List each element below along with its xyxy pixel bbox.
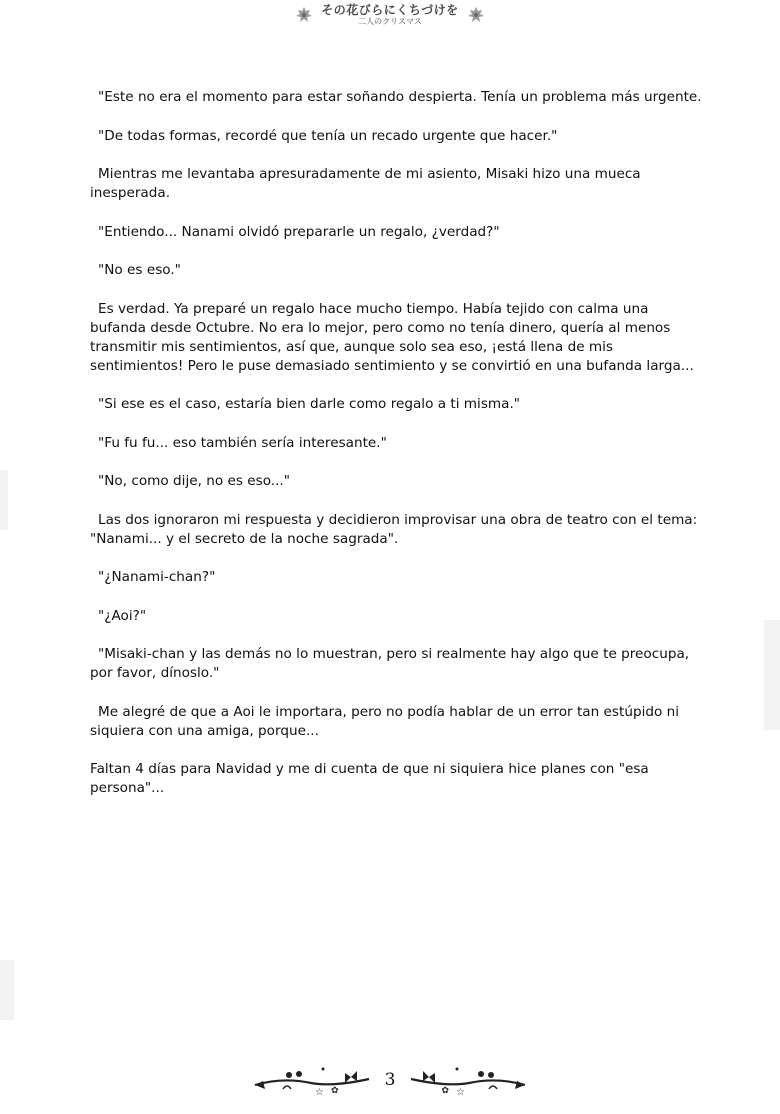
ribbon-ornament-icon [253,1063,371,1097]
paragraph: "No es eso." [98,262,181,278]
paragraph: Las dos ignoraron mi respuesta y decidieron improvisar una obra de teatro con el tema: "Nanami... y el secreto de la noche sagrada". [90,511,698,547]
bell-icon [465,4,487,26]
paragraph: Faltan 4 días para Navidad y me di cuenta de que ni siquiera hice planes con "esa persona"... [90,761,649,796]
header-title-block [321,4,458,26]
svg-text:✿: ✿ [441,1086,449,1096]
ribbon-ornament-icon [409,1063,527,1097]
paragraph: "No, como dije, no es eso..." [98,473,290,489]
header-title: その花びらにくちづけを [321,3,459,17]
paragraph: Mientras me levantaba apresuradamente de mi asiento, Misaki hizo una mueca inesperada. [90,166,641,201]
paragraph: "Misaki-chan y las demás no lo muestran, pero si realmente hay algo que te preocupa, por favor, dínoslo." [90,646,690,681]
edge-stain [0,470,8,530]
paragraph: "Este no era el momento para estar soñando despierta. Tenía un problema más urgente. [98,89,702,105]
bell-icon [293,4,315,26]
page-header [0,4,780,38]
body-text [90,88,702,818]
svg-text:☆: ☆ [456,1087,465,1097]
svg-text:✿: ✿ [331,1086,339,1096]
paragraph: "Fu fu fu... eso también sería interesante." [98,434,387,451]
paragraph: Me alegré de que a Aoi le importara, pero no podía hablar de un error tan estúpido ni siquiera con una amiga, porque... [90,703,680,739]
paragraph: "De todas formas, recordé que tenía un recado urgente que hacer." [98,127,558,144]
paragraph: "Entiendo... Nanami olvidó prepararle un regalo, ¿verdad?" [98,223,500,240]
header-subtitle: 二人のクリスマス [358,17,422,26]
edge-stain [0,960,14,1020]
page-footer [0,1060,780,1100]
header-logo [293,4,486,26]
edge-stain [764,620,780,730]
paragraph: Es verdad. Ya preparé un regalo hace mucho tiempo. Había tejido con calma una bufanda desde Octubre. No era lo mejor, pero como no tenía dinero, quería al menos transmitir mis sentimientos, así que, aunque solo sea eso, ¡está llena de mis sentimientos! Pero le puse demasiado sentimiento y se convirtió en una bufanda larga... [90,300,694,374]
page-number: 3 [384,1070,396,1090]
paragraph: "¿Aoi?" [98,607,147,624]
paragraph: "¿Nanami-chan?" [98,569,216,585]
svg-text:☆: ☆ [315,1087,324,1097]
paragraph: "Si ese es el caso, estaría bien darle como regalo a ti misma." [98,396,521,412]
